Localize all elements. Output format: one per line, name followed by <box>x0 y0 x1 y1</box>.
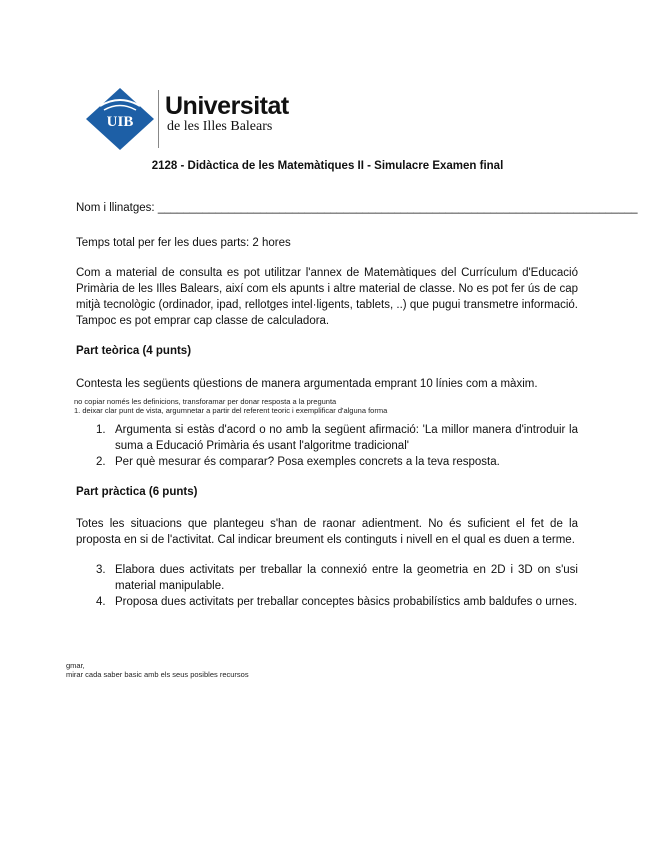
university-logo <box>86 88 289 150</box>
consult-material-paragraph: Com a material de consulta es pot utilitzar l'annex de Matemàtiques del Currículum d'Educació Primària de les Illes Balears, així com els apunts i altre material de classe. No es pot fer ús de cap mitjà tecnològic (ordinador, ipad, rellotges intel·ligents, tablets, ..) que pugui transmetre informació. Tampoc es pot emprar cap classe de calculadora. <box>76 267 578 327</box>
question-number: 4. <box>96 596 106 608</box>
name-blank: ___________________________________________________________________________ <box>157 202 638 214</box>
exam-title: 2128 - Didàctica de les Matemàtiques II - Simulacre Examen final <box>151 160 504 172</box>
question-text: Elabora dues activitats per treballar la connexió entre la geometria en 2D i 3D on s'usi material manipulable. <box>115 564 578 592</box>
theory-instructions: Contesta les següents qüestions de manera argumentada emprant 10 línies com a màxim. <box>76 378 538 390</box>
question-number: 3. <box>96 564 106 576</box>
practice-instructions: Totes les situacions que plantegeu s'han de raonar adientment. No és suficient el fet de la proposta en si de l'activitat. Cal indicar breument els continguts i nivell en el qual es duen a terme. <box>76 518 578 546</box>
question-text: Per què mesurar és comparar? Posa exemples concrets a la teva resposta. <box>115 456 500 468</box>
theory-heading: Part teòrica (4 punts) <box>76 345 192 357</box>
uib-logo-emblem-icon <box>86 88 158 150</box>
question-number: 1. <box>96 424 106 436</box>
name-field-line <box>76 200 638 216</box>
university-subtitle: de les Illes Balears <box>167 119 273 134</box>
annotation-note-1: no copiar només les definicions, transforamar per donar resposta a la pregunta <box>74 397 337 406</box>
name-label: Nom i llinatges: <box>76 202 155 214</box>
question-text: Proposa dues activitats per treballar conceptes bàsics probabilístics amb baldufes o urnes. <box>115 596 578 608</box>
logo-badge-text: UIB <box>106 114 134 130</box>
question-text: Argumenta si estàs d'acord o no amb la següent afirmació: 'La millor manera d'introduir la suma a Educació Primària és usant l'algoritme tradicional' <box>115 424 578 452</box>
footer-note-1: gmar, <box>66 661 85 670</box>
question-number: 2. <box>96 456 106 468</box>
time-total: Temps total per fer les dues parts: 2 hores <box>76 237 291 249</box>
logo-divider <box>158 90 159 148</box>
annotation-note-2: 1. deixar clar punt de vista, argumnetar a partir del referent teoric i exemplificar d'alguna forma <box>74 406 388 415</box>
footer-note-2: mirar cada saber basic amb els seus posibles recursos <box>66 670 249 679</box>
practice-heading: Part pràctica (6 punts) <box>76 486 198 498</box>
university-name: Universitat <box>165 92 289 120</box>
